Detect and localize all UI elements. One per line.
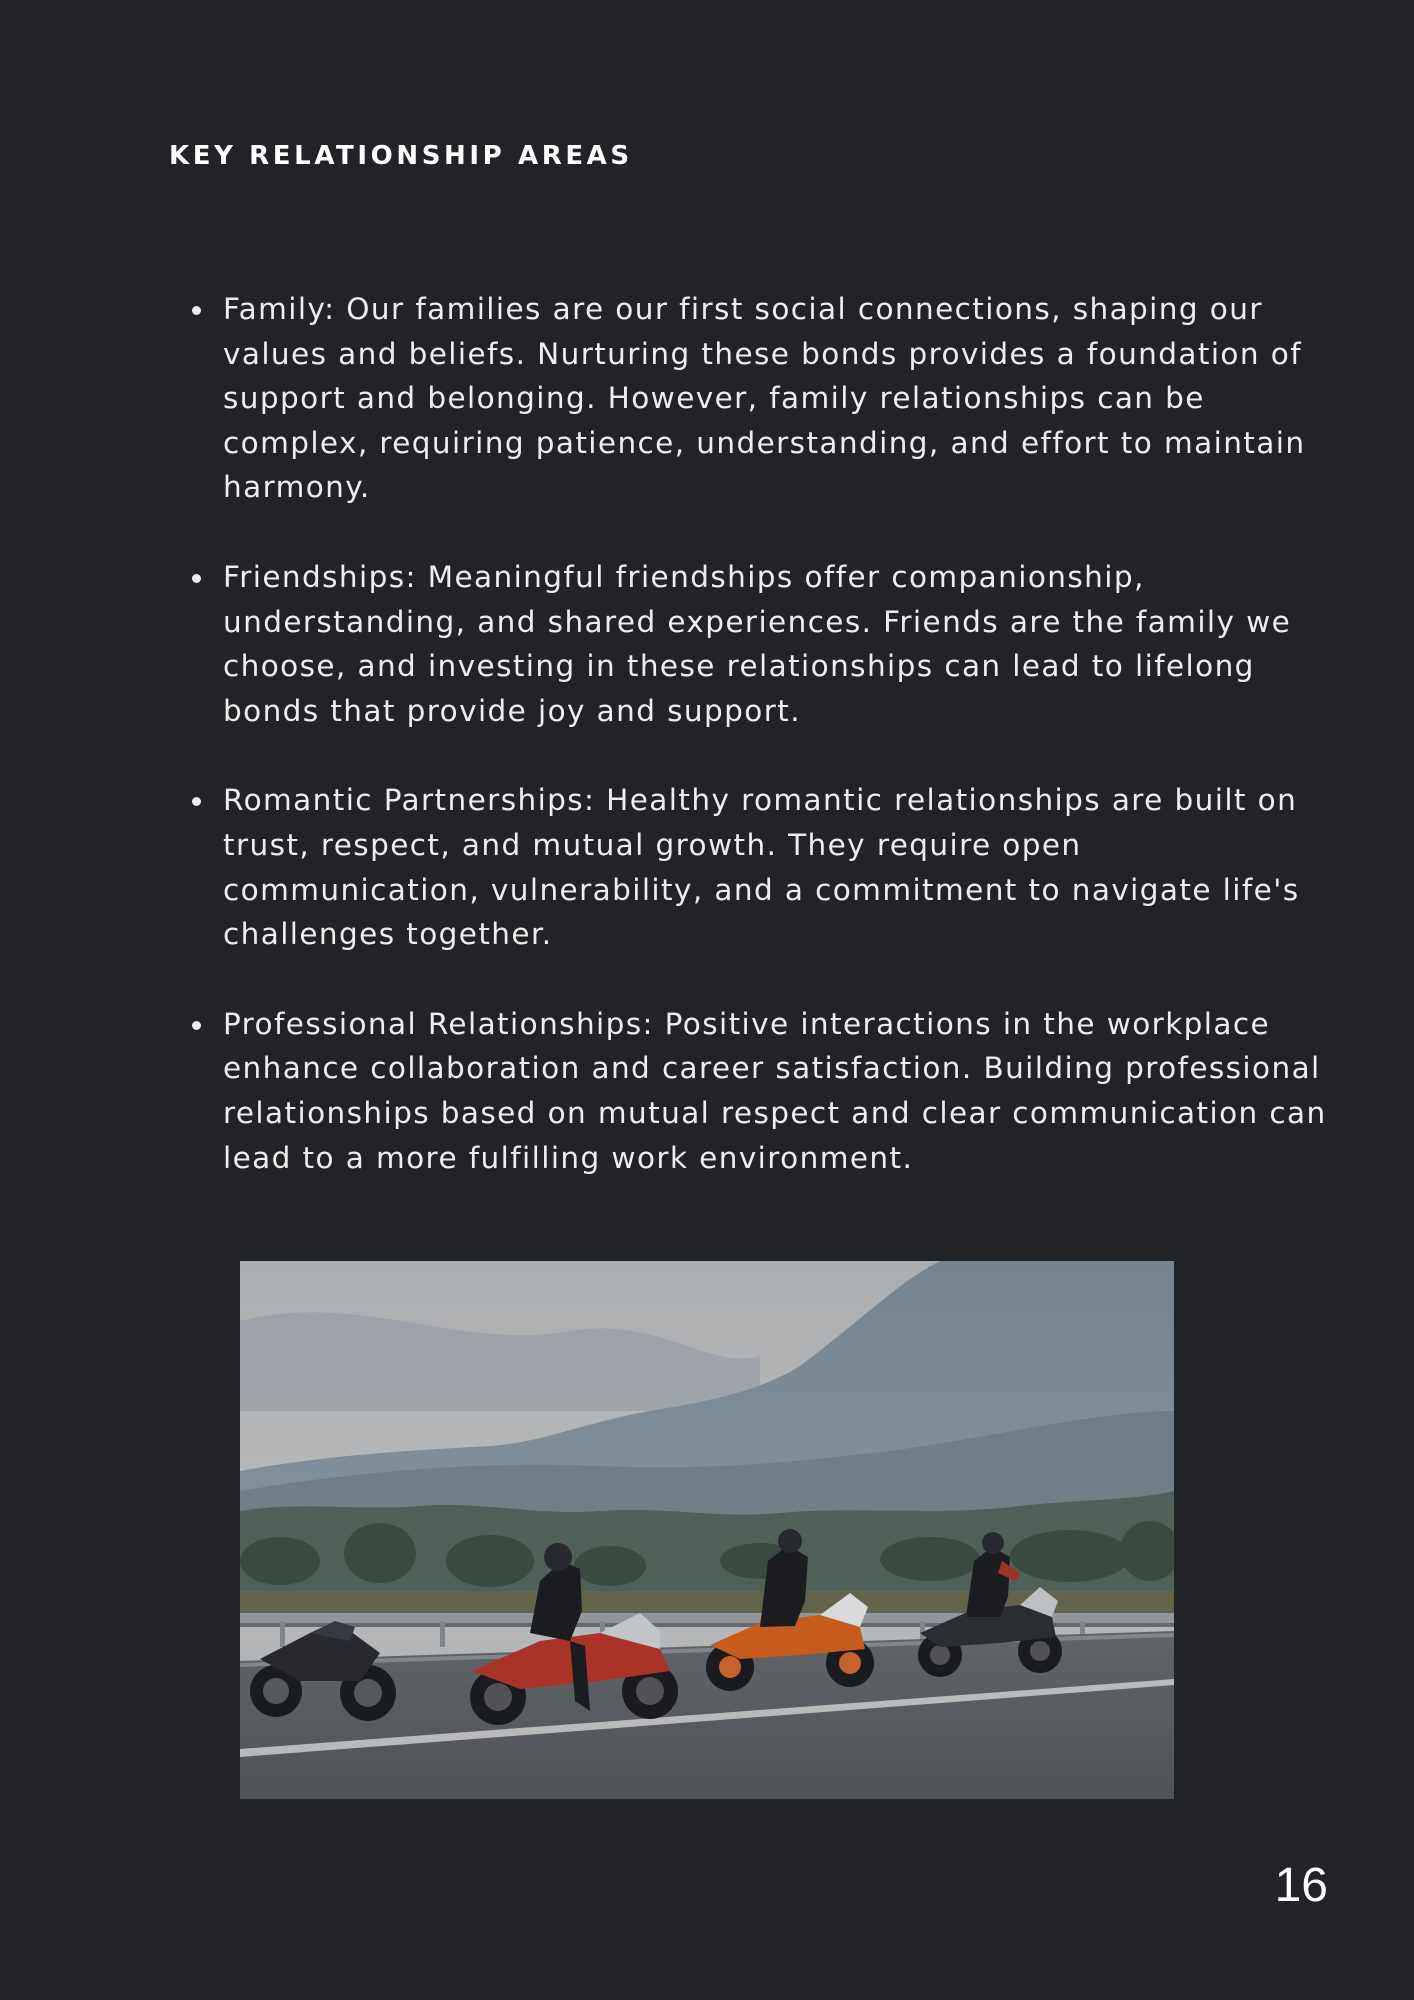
bullet-professional-relationships: Professional Relationships: Positive interactions in the workplace enhance collaboration and career satisfaction. Building professional relationships based on mutual respect and clear communication can lead to a more fulfilling work environment. [223, 1002, 1343, 1180]
page-number: 16 [1274, 1859, 1328, 1912]
bullet-friendships: Friendships: Meaningful friendships offer companionship, understanding, and shared experiences. Friends are the family we choose, and investing in these relationships can lead to lifelong bonds that provide joy and support. [223, 555, 1343, 733]
motorcycle-riders-photo [240, 1261, 1174, 1799]
bullet-list [223, 287, 1343, 1225]
photo-illustration [240, 1261, 1174, 1799]
bullet-romantic-partnerships: Romantic Partnerships: Healthy romantic relationships are built on trust, respect, and mutual growth. They require open communication, vulnerability, and a commitment to navigate life's challenges together. [223, 778, 1343, 956]
bullet-family: Family: Our families are our first social connections, shaping our values and beliefs. Nurturing these bonds provides a foundation of support and belonging. However, family relationships can be complex, requiring patience, understanding, and effort to maintain harmony. [223, 287, 1343, 510]
page-title: KEY RELATIONSHIP AREAS [169, 141, 633, 171]
